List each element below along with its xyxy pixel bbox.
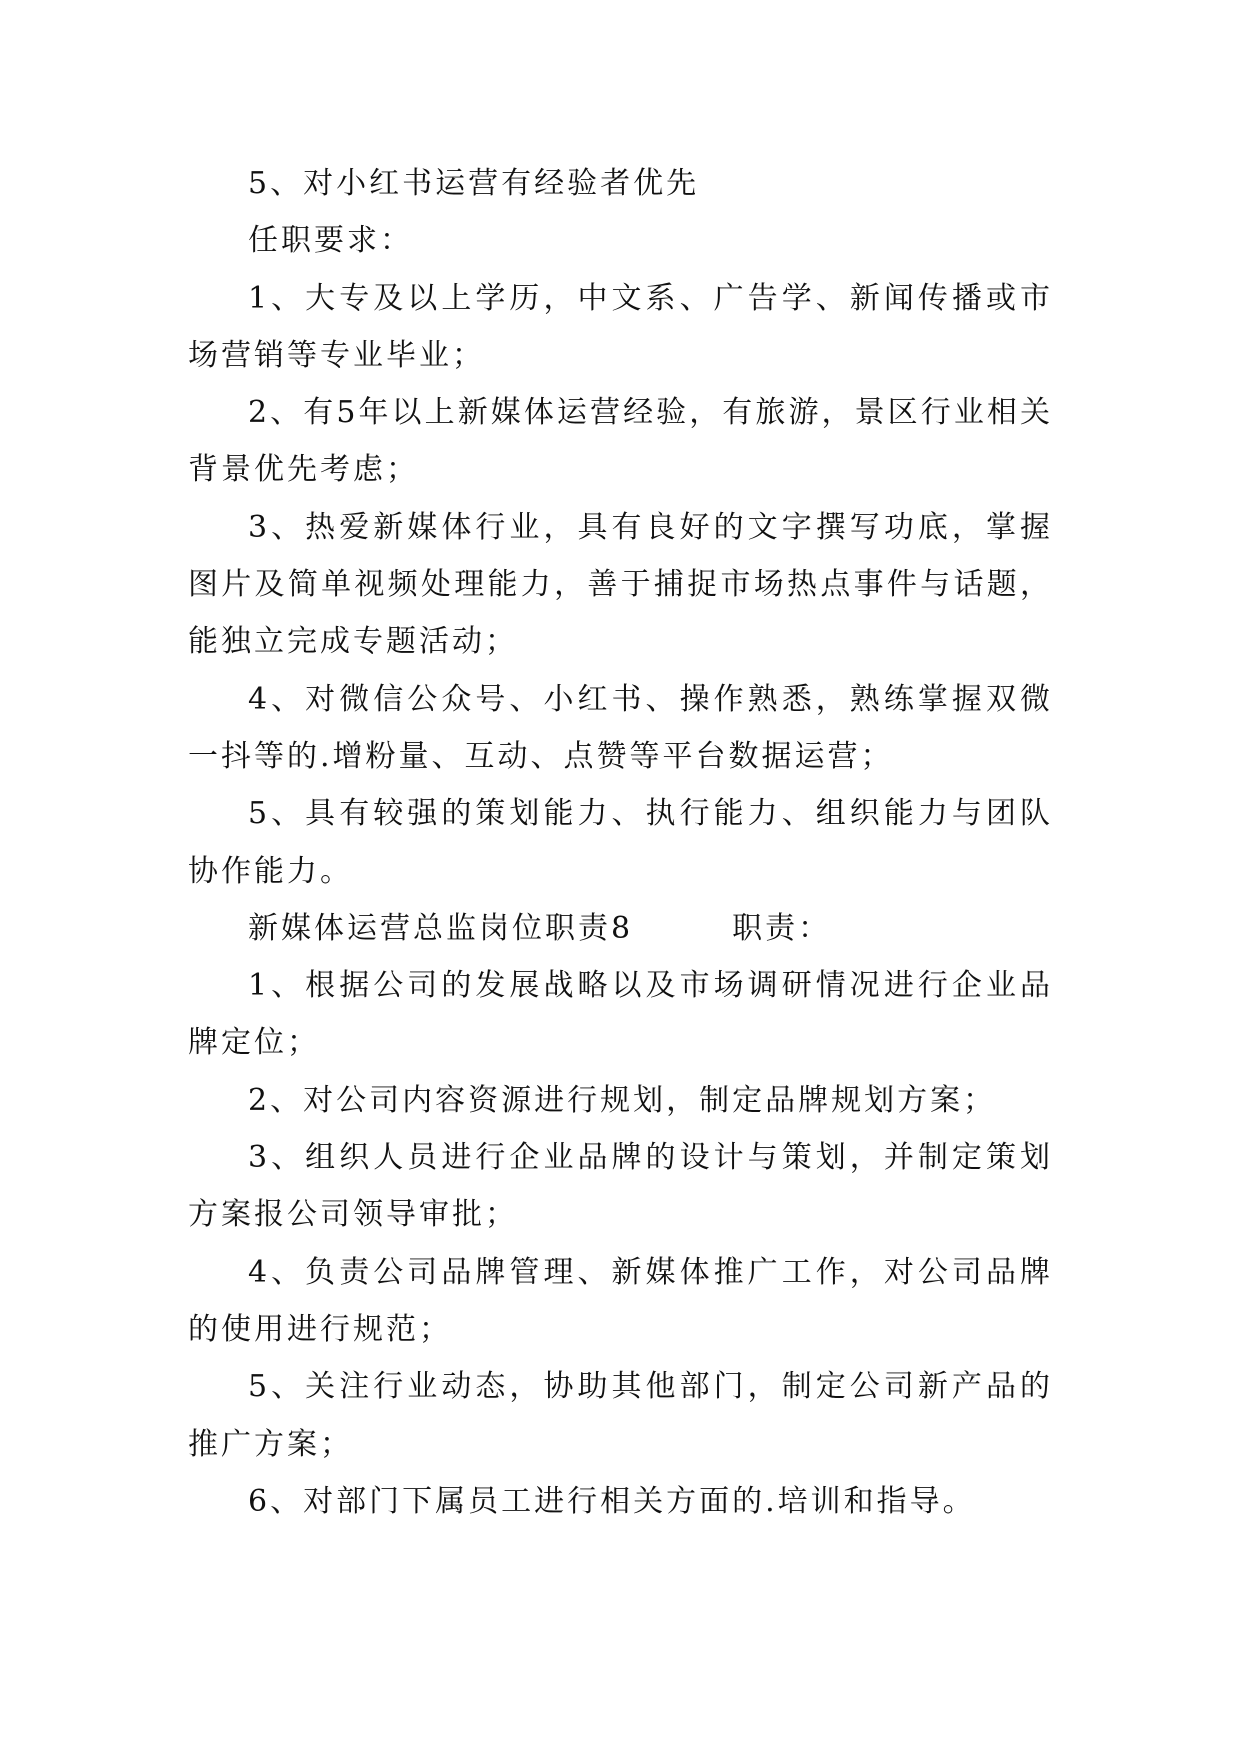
duty-item-2: 2、对公司内容资源进行规划，制定品牌规划方案； <box>248 1082 997 1118</box>
duty-item-1: 1、根据公司的发展战略以及市场调研情况进行企业品牌定位； <box>188 968 1053 1061</box>
duty-item-5: 5、关注行业动态，协助其他部门，制定公司新产品的推广方案； <box>188 1369 1053 1462</box>
requirement-item-2: 2、有5年以上新媒体运营经验，有旅游，景区行业相关背景优先考虑； <box>188 395 1053 488</box>
requirement-item-5: 5、具有较强的策划能力、执行能力、组织能力与团队协作能力。 <box>188 796 1053 889</box>
heading-requirements: 任职要求： <box>248 223 413 259</box>
section-title-director-duties: 新媒体运营总监岗位职责8 职责： <box>248 910 832 946</box>
requirement-item-4: 4、对微信公众号、小红书、操作熟悉，熟练掌握双微一抖等的.增粉量、互动、点赞等平台数据运营； <box>188 681 1053 774</box>
requirement-item-1: 1、大专及以上学历，中文系、广告学、新闻传播或市场营销等专业毕业； <box>188 280 1053 373</box>
duty-item-6: 6、对部门下属员工进行相关方面的.培训和指导。 <box>248 1483 976 1519</box>
duty-item-3: 3、组织人员进行企业品牌的设计与策划，并制定策划方案报公司领导审批； <box>188 1140 1053 1233</box>
requirement-item-3: 3、热爱新媒体行业，具有良好的文字撰写功底，掌握图片及简单视频处理能力，善于捕捉市场热点事件与话题，能独立完成专题活动； <box>188 509 1053 660</box>
duty-item-4: 4、负责公司品牌管理、新媒体推广工作，对公司品牌的使用进行规范； <box>188 1254 1053 1347</box>
document-body <box>188 155 1053 1530</box>
paragraph-priority-xiaohongshu: 5、对小红书运营有经验者优先 <box>248 166 700 201</box>
